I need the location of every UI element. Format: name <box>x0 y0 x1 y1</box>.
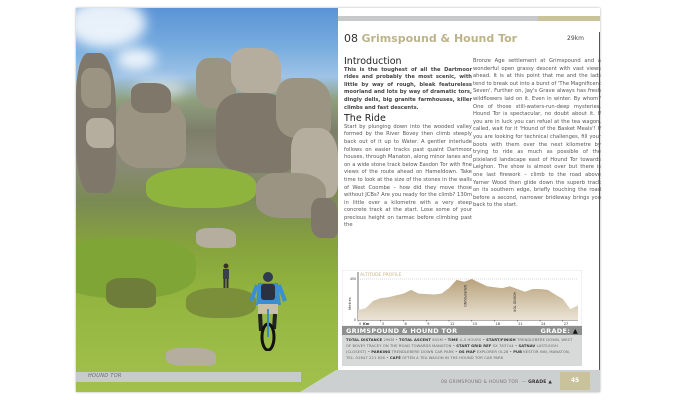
info-item-value: LUSTLEIGH (CLOSEST) <box>346 344 558 354</box>
walker <box>221 263 231 289</box>
profile-annotation: HOUND TOR <box>512 292 517 312</box>
route-number: 08 <box>344 32 358 45</box>
x-tick-label: 15 <box>472 322 478 326</box>
photo-caption: HOUND TOR <box>88 373 122 379</box>
y-tick-label: 450 <box>349 277 356 281</box>
grade <box>541 327 579 334</box>
info-item <box>371 350 454 354</box>
route-title <box>344 32 517 45</box>
info-separator: • <box>366 350 372 354</box>
info-separator: • <box>394 338 400 342</box>
info-item <box>346 338 394 342</box>
info-item-label: TOTAL DISTANCE <box>346 338 383 342</box>
info-item <box>399 338 443 342</box>
footer-route: 08 GRIMSPOUND & HOUND TOR <box>441 380 519 385</box>
info-separator: • <box>508 350 514 354</box>
info-box-title: GRIMSPOUND & HOUND TOR <box>346 327 458 335</box>
intro-heading: Introduction <box>344 56 402 67</box>
x-tick-label: 12 <box>450 322 455 326</box>
y-tick-label: 0 <box>353 318 356 322</box>
photo-hound-tor <box>76 8 338 392</box>
info-separator: • <box>385 356 390 360</box>
info-item-value: KESTOR INN, MANATON, TEL: 01647 221 626 <box>346 350 570 360</box>
grade-label: GRADE: <box>540 327 571 335</box>
x-tick-label: 21 <box>518 322 523 326</box>
chart-title: ALTITUDE PROFILE <box>360 273 402 278</box>
info-item-label: PARKING <box>371 350 391 354</box>
info-item-value: SX 783744 <box>491 344 514 348</box>
altitude-profile-chart <box>342 270 582 326</box>
mountain-biker <box>248 271 288 351</box>
y-axis-label: Metres <box>347 297 352 310</box>
info-item-label: TIME <box>447 338 459 342</box>
photo-caption-band <box>76 372 301 382</box>
info-item-value: TRENDLEBERE DOWN CAR PARK <box>390 350 454 354</box>
footer-running-head: 08 GRIMSPOUND & HOUND TOR — GRADE ▲ <box>441 380 552 385</box>
info-item-value: EXPLORER OL28 <box>475 350 509 354</box>
ride-heading: The Ride <box>344 113 386 125</box>
info-separator: • <box>481 338 487 342</box>
info-item <box>390 356 504 360</box>
x-tick-label: 24 <box>541 322 546 326</box>
text-column-1 <box>344 58 472 230</box>
info-item-value: OFTEN A TEA WAGON IN THE HOUND TOR CAR PARK <box>400 356 504 360</box>
info-item-label: SATNAV <box>518 344 536 348</box>
info-item-label: PUB <box>513 350 522 354</box>
info-item <box>448 338 482 342</box>
info-item-label: START/FINISH <box>486 338 516 342</box>
profile-annotation: GRIMSPOUND <box>463 284 468 307</box>
info-item-label: CAFÉ <box>389 356 401 360</box>
route-name: Grimspound & Hound Tor <box>361 32 518 45</box>
info-item <box>459 350 509 354</box>
x-tick-label: 3 <box>381 322 384 326</box>
grade-triangle-icon: ▲ <box>572 327 578 335</box>
info-item-label: TOTAL ASCENT <box>399 338 431 342</box>
info-box-details <box>342 335 582 363</box>
info-separator: • <box>442 338 448 342</box>
info-separator: • <box>513 344 519 348</box>
info-item <box>456 344 513 348</box>
book-spread <box>76 8 600 392</box>
info-separator: • <box>451 344 457 348</box>
x-axis-label: Km <box>363 322 370 326</box>
page-number: 45 <box>560 372 590 390</box>
right-page <box>338 8 600 392</box>
info-separator: • <box>453 350 459 354</box>
info-item-value: 850M <box>430 338 443 342</box>
info-item-value: 4–5 HOURS <box>458 338 482 342</box>
footer-grade: GRADE ▲ <box>528 380 552 385</box>
info-item-value: TRENDLEBERE DOWN, WEST OF BOVEY TRACEY ON THE ROAD TOWARDS MANATON <box>346 338 573 348</box>
info-item-label: START GRID REF <box>456 344 492 348</box>
x-tick-label: 18 <box>495 322 501 326</box>
x-tick-label: 0 <box>359 322 362 326</box>
ride-text-2: Bronze Age settlement at Grimspound and a wonderful open grassy descent with vast views ahead. It is at this point that me and the lads tend to break out into a burst of 'The Magnificent Seven'. Further on, Jay's Grave always has fresh wildflowers laid on it. Even in winter. By whom? One of those still-waters-run-deep mysteries. Hound Tor is spectacular, no doubt about it. If you are in luck you can refuel at the tea wagon, called, wait for it 'Hound of the Basket Meals'! If you are looking for technical challenges, fill your boots with them over the next kilometre by trying to ride as much as possible of the pixieland landscape east of Hound Tor towards Leighon. The show is almost over but there is one last firework – climb to the road above Yarner Wood then glide down the superb track on its southern edge, briefly touching the road before a second, narrower bridleway brings you back to the start. <box>473 58 601 209</box>
info-item-label: OS MAP <box>458 350 476 354</box>
ride-text-1: Start by plunging down into the wooded valley formed by the River Bovey then climb steeply back out of it up to Water. A gentler interlude follows on easier tracks past quaint Dartmoor houses, through Manaton, along minor lanes and on a wide stone track below Easdon Tor with fine views of the route ahead on Hameldown. Take time to look at the size of the stones in the walls of West Coombe – how did they move those without JCBs? Are you ready for the climb? 130m in little over a kilometre with a very steep concrete track at the start. Lose some of your precious height on tarmac before climbing past the <box>344 123 472 229</box>
header-accent <box>538 16 600 21</box>
x-tick-label: 27 <box>563 322 569 326</box>
x-tick-label: 6 <box>404 322 407 326</box>
info-box-header <box>342 326 582 335</box>
x-tick-label: 9 <box>427 322 430 326</box>
route-info-box <box>342 326 582 366</box>
route-distance: 29km <box>567 35 584 42</box>
text-column-2 <box>473 58 601 210</box>
info-item-value: 29KM <box>382 338 395 342</box>
intro-text: This is the toughest of all the Dartmoor rides and probably the most scenic, with little by way of rough, bleak featureless moorland and lots by way of dramatic tors, dingly dells, big granite farmhouses, killer climbs and fast descents. <box>344 66 472 111</box>
